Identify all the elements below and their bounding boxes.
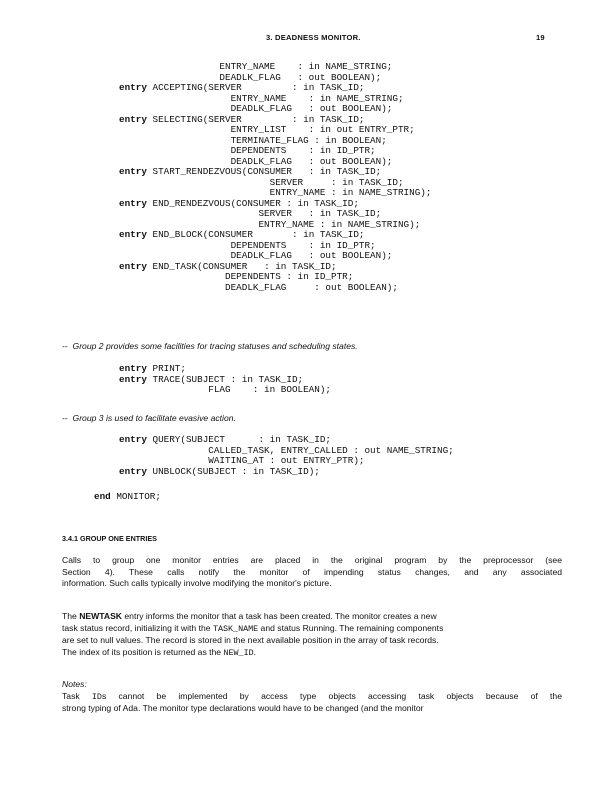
- code-text: DEADLK_FLAG : out BOOLEAN);: [119, 155, 393, 167]
- code-keyword: entry: [119, 197, 147, 209]
- comment-group-two: -- Group 2 provides some facilities for tracing statuses and scheduling states.: [62, 341, 358, 351]
- code-keyword: entry: [119, 260, 147, 272]
- code-keyword: entry: [119, 434, 147, 445]
- code-text: DEADLK_FLAG : out BOOLEAN);: [119, 250, 393, 261]
- paragraph-line: strong typing of Ada. The monitor type declarations would have to be changed (and the monitor: [62, 703, 424, 713]
- code-text: ENTRY_NAME : in NAME_STRING;: [119, 92, 404, 104]
- code-text: MONITOR;: [110, 491, 161, 502]
- paragraph-newtask: [62, 611, 562, 659]
- notes-block: [62, 679, 562, 715]
- code-text: DEADLK_FLAG : out BOOLEAN);: [119, 103, 393, 114]
- comment-group-three: -- Group 3 is used to facilitate evasive action.: [62, 413, 236, 423]
- code-keyword: entry: [119, 82, 147, 93]
- code-text: ENTRY_NAME : in NAME_STRING);: [119, 187, 432, 198]
- code-listing: [119, 364, 331, 396]
- code-keyword: entry: [119, 113, 147, 125]
- code-text: END_TASK(CONSUMER : in TASK_ID;: [146, 260, 337, 272]
- paragraph-line: The NEWTASK entry informs the monitor that a task has been created. The monitor creates a new: [62, 611, 437, 621]
- header-title: 3. DEADNESS MONITOR.: [266, 33, 361, 42]
- paragraph-line: Calls to group one monitor entries are placed in the original program by the preprocessor (see: [62, 555, 562, 565]
- identifier-id: ID: [91, 691, 102, 702]
- paragraph-line: The index of its position is returned as the NEW_ID.: [62, 646, 257, 658]
- code-text: DEPENDENTS : in ID_PTR;: [119, 239, 376, 251]
- code-text: SELECTING(SERVER : in TASK_ID;: [146, 113, 365, 125]
- code-text: DEADLK_FLAG : out BOOLEAN);: [119, 281, 398, 293]
- notes-label: Notes:: [62, 679, 87, 689]
- identifier-new-id: NEW_ID: [223, 647, 254, 658]
- code-text: ENTRY_NAME : in NAME_STRING);: [119, 218, 421, 230]
- code-keyword: end: [94, 491, 111, 502]
- code-text: START_RENDEZVOUS(CONSUMER : in TASK_ID;: [146, 166, 382, 177]
- code-keyword: entry: [119, 166, 147, 177]
- code-line: [94, 492, 161, 503]
- code-text: SERVER : in TASK_ID;: [119, 176, 404, 188]
- paragraph-line: information. Such calls typically involve modifying the monitor's picture.: [62, 578, 332, 588]
- code-text: END_BLOCK(CONSUMER : in TASK_ID;: [146, 229, 365, 240]
- code-text: UNBLOCK(SUBJECT : in TASK_ID);: [146, 465, 320, 477]
- code-keyword: entry: [119, 363, 147, 374]
- code-text: PRINT;: [146, 363, 186, 374]
- code-keyword: entry: [119, 229, 147, 240]
- code-listing: [119, 62, 431, 293]
- code-text: TRACE(SUBJECT : in TASK_ID;: [146, 373, 304, 385]
- code-line: [119, 467, 454, 478]
- code-listing: [94, 492, 161, 503]
- section-heading: 3.4.1 GROUP ONE ENTRIES: [62, 534, 157, 543]
- code-text: TERMINATE_FLAG : in BOOLEAN;: [119, 134, 387, 146]
- code-line: [119, 385, 331, 396]
- paragraph-line: are set to null values. The record is stored in the next available position in the array of task records.: [62, 635, 439, 645]
- code-text: DEADLK_FLAG : out BOOLEAN);: [119, 71, 382, 83]
- page-number: 19: [536, 33, 545, 42]
- code-keyword: entry: [119, 465, 147, 477]
- identifier-task-name: TASK_NAME: [212, 623, 259, 634]
- code-text: ENTRY_LIST : in out ENTRY_PTR;: [119, 124, 415, 135]
- paragraph-group-one-intro: [62, 555, 562, 590]
- code-text: ENTRY_NAME : in NAME_STRING;: [119, 61, 393, 72]
- paragraph-line: Section 4). These calls notify the monitor of impending status changes, and any associated: [62, 566, 562, 577]
- code-text: DEPENDENTS : in ID_PTR;: [119, 271, 354, 282]
- paragraph-line: task status record, initializing it with the TASK_NAME and status Running. The remaining components: [62, 622, 444, 634]
- code-text: CALLED_TASK, ENTRY_CALLED : out NAME_STRING;: [119, 444, 454, 456]
- code-text: SERVER : in TASK_ID;: [119, 208, 382, 219]
- code-keyword: entry: [119, 373, 147, 385]
- code-line: [119, 283, 431, 294]
- code-text: END_RENDEZVOUS(CONSUMER : in TASK_ID;: [146, 197, 359, 209]
- code-listing: [119, 435, 454, 477]
- code-text: FLAG : in BOOLEAN);: [119, 384, 332, 395]
- code-text: DEPENDENTS : in ID_PTR;: [119, 145, 376, 156]
- code-text: ACCEPTING(SERVER : in TASK_ID;: [146, 82, 365, 93]
- code-text: QUERY(SUBJECT : in TASK_ID;: [146, 434, 332, 445]
- keyword-newtask: NEWTASK: [79, 611, 123, 621]
- code-text: WAITING_AT : out ENTRY_PTR);: [119, 455, 365, 466]
- paragraph-line: Task IDs cannot be implemented by access type objects accessing task objects because of the: [62, 690, 562, 702]
- running-header: [0, 33, 612, 45]
